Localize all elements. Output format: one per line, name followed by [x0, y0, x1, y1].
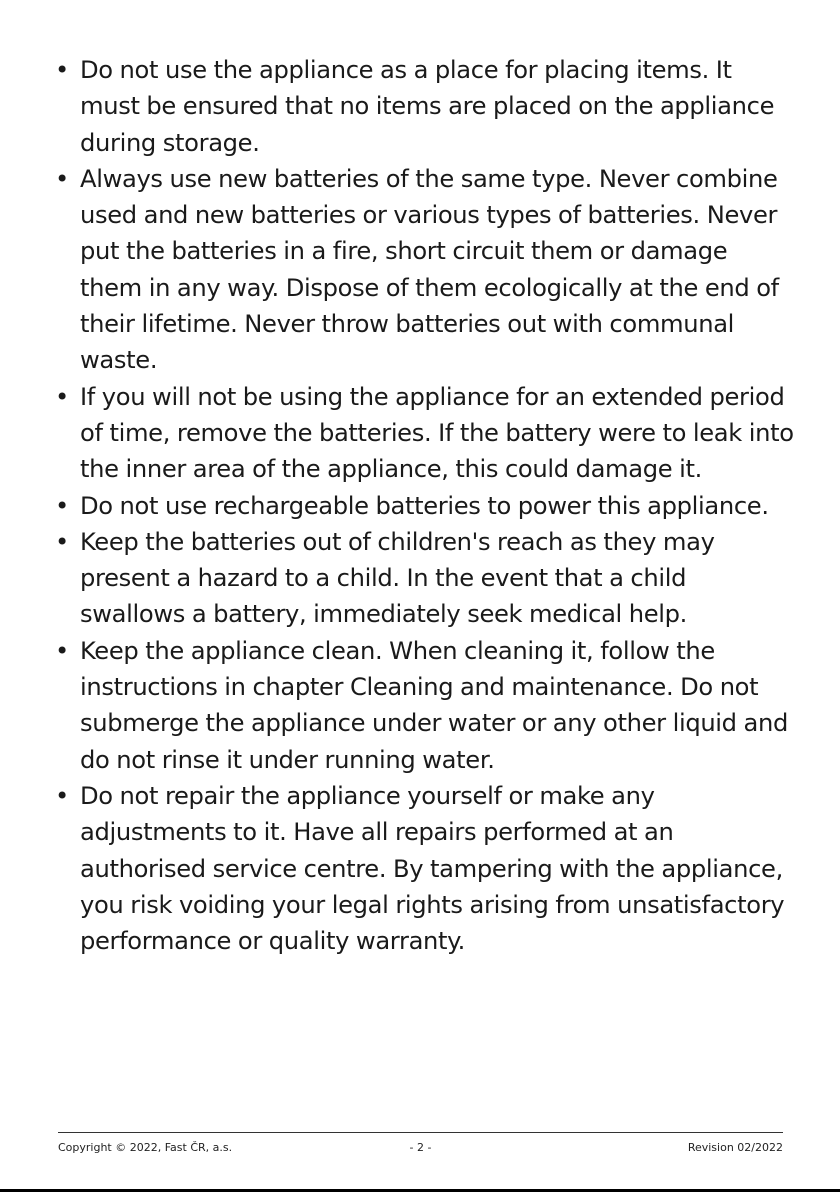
bullet-icon: • [55, 636, 69, 665]
list-item [50, 161, 795, 379]
list-item [50, 524, 795, 633]
list-item [50, 633, 795, 778]
list-item-text: Do not repair the appliance yourself or make any adjustments to it. Have all repairs performed at an authorised service centre. By tampering with the appliance, you risk voiding your legal rights arising from unsatisfactory performance or quality warranty. [80, 781, 785, 956]
bullet-icon: • [55, 491, 69, 520]
page-number: - 2 - [409, 1141, 432, 1154]
footer-row [58, 1141, 783, 1161]
bullet-icon: • [55, 164, 69, 193]
safety-instructions [50, 52, 795, 959]
bullet-icon: • [55, 382, 69, 411]
list-item-text: Keep the batteries out of children's reach as they may present a hazard to a child. In the event that a child swallows a battery, immediately seek medical help. [80, 527, 715, 629]
bullet-list [50, 52, 795, 959]
list-item [50, 379, 795, 488]
list-item-text: Keep the appliance clean. When cleaning it, follow the instructions in chapter Cleaning and maintenance. Do not submerge the appliance under water or any other liquid and do not rinse it under running water. [80, 636, 788, 774]
list-item-text: Do not use rechargeable batteries to power this appliance. [80, 491, 769, 520]
bullet-icon: • [55, 781, 69, 810]
list-item-text: Do not use the appliance as a place for placing items. It must be ensured that no items are placed on the appliance during storage. [80, 56, 775, 157]
revision-text: Revision 02/2022 [687, 1141, 783, 1154]
list-item [50, 488, 795, 524]
list-item-text: Always use new batteries of the same type. Never combine used and new batteries or various types of batteries. Never put the batteries in a fire, short circuit them or damage them in any way. Dispose of them ecologically at the end of their lifetime. Never throw batteries out with communal waste. [80, 164, 779, 375]
list-item [50, 52, 795, 161]
bullet-icon: • [55, 527, 69, 556]
copyright-text: Copyright © 2022, Fast ČR, a.s. [58, 1141, 233, 1154]
list-item-text: If you will not be using the appliance for an extended period of time, remove the batteries. If the battery were to leak into the inner area of the appliance, this could damage it. [80, 382, 794, 484]
bullet-icon: • [55, 56, 69, 84]
list-item [50, 778, 795, 959]
page-footer [58, 1132, 783, 1161]
